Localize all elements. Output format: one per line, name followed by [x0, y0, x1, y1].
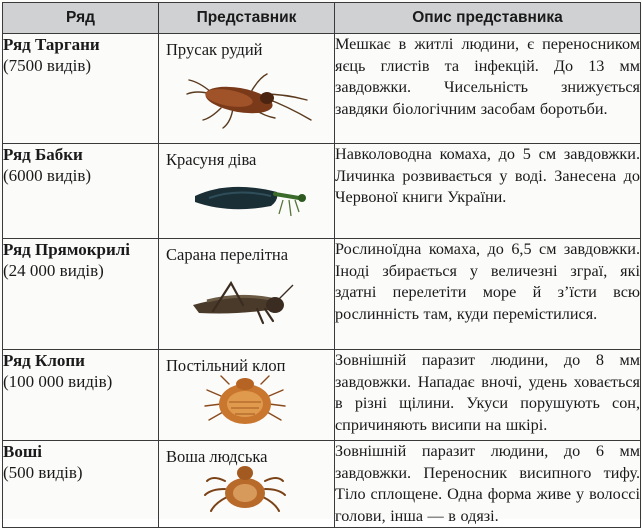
description-cell: Навколоводна комаха, до 5 см завдовжки. Личинка розвивається у воді. Занесена до Червоної книги України. [335, 144, 641, 239]
order-name: Ряд Таргани [3, 35, 100, 54]
louse-icon [159, 441, 335, 519]
species-count: (500 видів) [3, 463, 83, 482]
representative-cell [159, 441, 335, 528]
species-count: (100 000 видів) [3, 372, 113, 391]
header-order: Ряд [3, 3, 159, 34]
header-representative: Представник [159, 3, 335, 34]
table-row [3, 350, 641, 441]
order-cell [3, 441, 159, 528]
species-count: (7500 видів) [3, 56, 92, 75]
representative-name: Постільний клоп [166, 356, 286, 375]
description-cell: Зовнішній паразит людини, до 6 мм завдовжки. Переносник висипного тифу. Тіло сплощене. Одна форма живе у волоссі голови, інша — в одязі. [335, 441, 641, 528]
order-cell [3, 144, 159, 239]
order-cell [3, 350, 159, 441]
table-row [3, 144, 641, 239]
representative-name: Сарана перелітна [166, 245, 289, 264]
description-cell: Рослиноїдна комаха, до 6,5 см завдовжки. Іноді збирається у величезні зграї, які здатні перелетіти море й з’їсти всю рослинність там, куди перемістилися. [335, 239, 641, 350]
species-count: (24 000 видів) [3, 261, 104, 280]
order-name: Ряд Клопи [3, 351, 85, 370]
order-cell [3, 34, 159, 144]
table-header-row [3, 3, 641, 34]
representative-name: Воша людська [166, 447, 268, 466]
table-row [3, 34, 641, 144]
locust-icon [159, 239, 335, 349]
table-row [3, 239, 641, 350]
order-name: Воші [3, 442, 42, 461]
insect-orders-table [2, 2, 641, 528]
cockroach-icon [159, 34, 335, 143]
representative-cell [159, 34, 335, 144]
order-name: Ряд Бабки [3, 145, 83, 164]
representative-cell [159, 350, 335, 441]
species-count: (6000 видів) [3, 166, 92, 185]
representative-cell [159, 144, 335, 239]
description-cell: Зовнішній паразит людини, до 8 мм завдовжки. Нападає вночі, удень ховається в різні щілини. Укуси порушують сон, спричиняють висипи на шкірі. [335, 350, 641, 441]
representative-name: Прусак рудий [166, 40, 263, 59]
representative-name: Красуня діва [166, 150, 257, 169]
bedbug-icon [159, 350, 335, 440]
header-description: Опис представника [335, 3, 641, 34]
representative-cell [159, 239, 335, 350]
order-cell [3, 239, 159, 350]
table-row [3, 441, 641, 528]
description-cell: Мешкає в житлі людини, є переносником яєць глистів та інфекцій. До 13 мм завдовжки. Чисельність знижується завдяки біологічним засобам боротьби. [335, 34, 641, 144]
damselfly-icon [159, 144, 335, 238]
order-name: Ряд Прямокрилі [3, 240, 131, 259]
